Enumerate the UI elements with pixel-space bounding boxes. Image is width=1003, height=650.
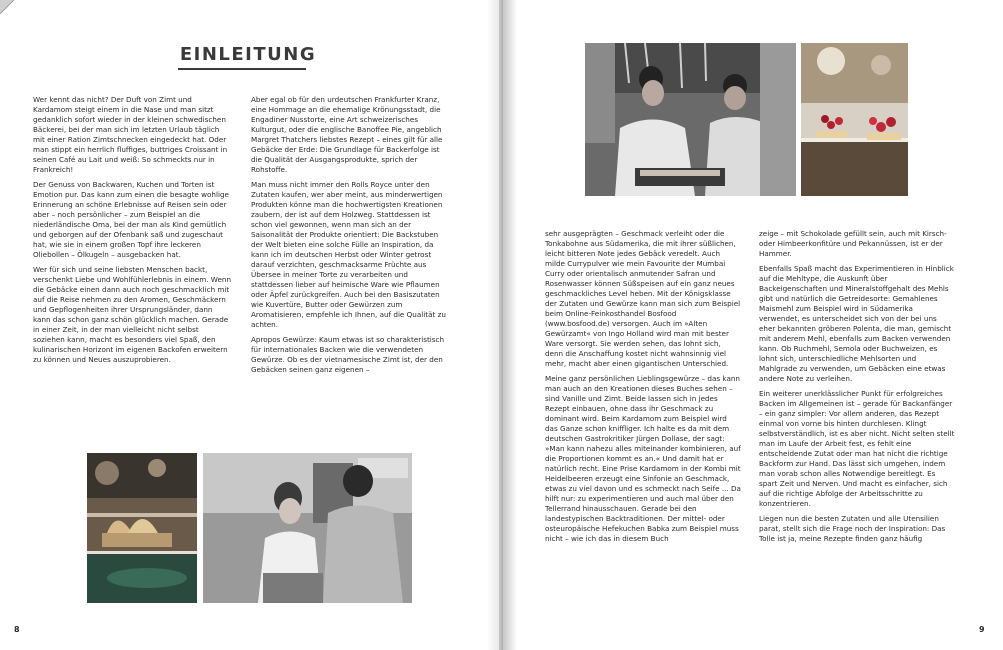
paragraph: Wer kennt das nicht? Der Duft von Zimt und Kardamom steigt einem in die Nase und man sitzt gedanklich sofort wieder in der kleinen schwedischen Bäckerei, bei der man sich im letzten Urlaub täglich mit einer Ration Zimtschnecken eingedeckt hat. Oder man stippt ein herrlich fluffiges, buttriges Croissant in seinen Café au Lait und weiß: So schmeckts nur in Frankreich! bbox=[33, 95, 228, 174]
paragraph: Meine ganz persönlichen Lieblingsgewürze – das kann man auch an den Kreationen dieses Buches sehen – sind Vanille und Zimt. Beide lassen sich in jedes Rezept einbauen, ohne dass ihr Geschmack zu dominant wird. Beim Kardamom zum Beispiel wird das Ganze schon kniffliger. Ich halte es da mit dem deutschen Gastrokritiker Jürgen Dollase, der sagt: »Man kann nahezu alles miteinander kombinieren, auf die Proportionen kommt es an.« Und damit hat er natürlich recht. Eine Prise Kardamom in der Kombi mit Heidelbeeren erzeugt eine Sinfonie an Geschmack, etwas zu viel davon und es schmeckt nach Seife ... Da hilft nur: zu experimentieren und auch mal über den Tellerrand hinausschauen. Gerade bei den landestypischen Backtraditionen. Der mittel- oder osteuropäische Hefekuchen Babka zum Beispiel muss nicht – wie ich das in diesem Buch bbox=[545, 374, 741, 543]
photo-cakes-display bbox=[87, 453, 197, 603]
photo-bakers-working bbox=[203, 453, 412, 603]
page-number-right: 9 bbox=[979, 625, 985, 634]
photo-strawberry-tarts bbox=[801, 43, 908, 196]
photo-chefs-kitchen bbox=[585, 43, 796, 196]
title-underline bbox=[178, 68, 306, 70]
paragraph: Wer für sich und seine liebsten Menschen backt, verschenkt Liebe und Wohlfühlerlebnis in einem. Wenn die Gebäcke einen dann auch noch geschmacklich mit auf die Reise nehmen zu den Aromen, Geschmäckern und Gepflogenheiten ihrer Ursprungsländer, dann kann das schon ganz schön glücklich machen. Gerade in einer Zeit, in der man vielleicht nicht selbst soziehen kann, macht es besonders viel Spaß, den kulinarischen Horizont im eigenen Backofen erweitern zu können und Neues auszuprobieren. bbox=[33, 265, 232, 364]
paragraph: Ein weiterer unerklässlicher Punkt für erfolgreiches Backen im Allgemeinen ist – gerade für Backanfänger – ein ganz simpler: Vor allem anderen, das Rezept einmal von vorne bis hinten durchlesen. Klingt selbstverständlich, ist es aber nicht. Nicht selten stellt man im Laufe der Arbeit fest, es fehlt eine entscheidende Zutat oder man hat nicht die richtige Backform zur Hand. Das lässt sich umgehen, indem man vorab schon alles Notwendige bereitlegt. Es spart Zeit und Nerven. Und macht es einfacher, sich auf die richtige Abfolge der Arbeitsschritte zu konzentrieren. bbox=[759, 389, 955, 508]
chapter-title: EINLEITUNG bbox=[179, 44, 317, 65]
paragraph: Aber egal ob für den urdeutschen Frankfurter Kranz, eine Hommage an die ehemalige Krönungsstadt, die Engadiner Nusstorte, eine Art schweizerisches Kulturgut, oder die englische Banoffee Pie, angeblich Margret Thatchers liebstes Rezept – eines gilt für alle Gebäcke der Erde: Die Grundlage für Backerfolge ist die Qualität der Ausgangsprodukte, sprich der Rohstoffe. bbox=[251, 95, 443, 174]
paragraph: Apropos Gewürze: Kaum etwas ist so charakteristisch für internationales Backen wie die verwendeten Gewürze. Ob es der vietnamesische Zimt ist, der den Gebäcken seinen ganz eigenen – bbox=[251, 335, 445, 374]
right-text-column-2 bbox=[759, 229, 955, 549]
paragraph: sehr ausgeprägten – Geschmack verleiht oder die Tonkabohne aus Südamerika, die mit ihrer süßlichen, leicht bitteren Note jedes Gebäck veredelt. Auch milde Currypulver wie mein Favourite der Mumbai Curry oder orientalisch anmutender Safran und Rosenwasser können Süßspeisen auf ein ganz neues geschmackliches Level heben. Mit der Königsklasse der Zutaten und Gewürze kann man sich zum Beispiel beim Online-Feinkosthandel Bosfood (www.bosfood.de) versorgen. Auch im »Alten Gewürzamt« von Ingo Holland wird man mit bester Ware versorgt. Sie werden sehen, das lohnt sich, denn die Anschaffung kostet nicht wahnsinnig viel mehr, macht aber einen gigantischen Unterschied. bbox=[545, 229, 741, 368]
left-page bbox=[0, 0, 499, 650]
paragraph: zeige – mit Schokolade gefüllt sein, auch mit Kirsch- oder Himbeerkonfitüre und Pekannüssen, ist er der Hammer. bbox=[759, 229, 947, 258]
page-number-left: 8 bbox=[14, 625, 20, 634]
right-text-column-1 bbox=[545, 229, 741, 549]
paragraph: Der Genuss von Backwaren, Kuchen und Torten ist Emotion pur. Das kann zum einen die besagte wohlige Erinnerung an schöne Erlebnisse auf Reisen sein oder aber – noch persönlicher – zum Beispiel an die niederländische Oma, bei der man als Kind gemütlich und geborgen auf der Ofenbank saß und zugeschaut hat, wie sie in einem großen Topf ihre leckeren Oliebollen – Ölkugeln – ausgebacken hat. bbox=[33, 180, 229, 259]
left-text-column-1 bbox=[33, 95, 231, 370]
paragraph: Ebenfalls Spaß macht das Experimentieren in Hinblick auf die Mehltype, die Auskunft über Backeigenschaften und Mineralstoffgehalt des Mehls gibt und natürlich die Getreidesorte: Gemahlenes Maismehl zum Beispiel wird in Südamerika verwendet, es unterscheidet sich von der bei uns eher bekannten gröberen Polenta, die man, gemischt mit anderem Mehl, ebenfalls zum Backen verwenden kann. Ob Ruchmehl, Semola oder Buchweizen, es lohnt sich, unterschiedliche Mehlsorten und Mahlgrade zu verwenden, um Gebäcken eine etwas andere Note zu verleihen. bbox=[759, 264, 954, 383]
right-page bbox=[503, 0, 1003, 650]
page-corner-mark bbox=[0, 0, 14, 14]
paragraph: Man muss nicht immer den Rolls Royce unter den Zutaten kaufen, wer aber meint, aus minderwertigen Produkten könne man die hochwertigsten Kreationen zaubern, der ist auf dem Holzweg. Stattdessen ist schon viel gewonnen, wenn man sich an der Saisonalität der Produkte orientiert: Die Backstuben der Welt bieten eine solche Fülle an Inspiration, da kann ich im deutschen Herbst oder Winter getrost darauf verzichten, geschmacksarme Früchte aus Übersee in meiner Torte zu verarbeiten und stattdessen lieber auf heimische Ware wie Pflaumen oder Äpfel zurückgreifen. Auch bei den Basiszutaten wie Kuvertüre, Butter oder Gewürzen zum Aromatisieren, empfehle ich Ihnen, auf die Qualität zu achten. bbox=[251, 180, 446, 329]
paragraph: Liegen nun die besten Zutaten und alle Utensilien parat, stellt sich die Frage noch der Inspiration: Das Tolle ist ja, meine Rezepte finden ganz häufig bbox=[759, 514, 946, 543]
left-text-column-2 bbox=[251, 95, 450, 380]
